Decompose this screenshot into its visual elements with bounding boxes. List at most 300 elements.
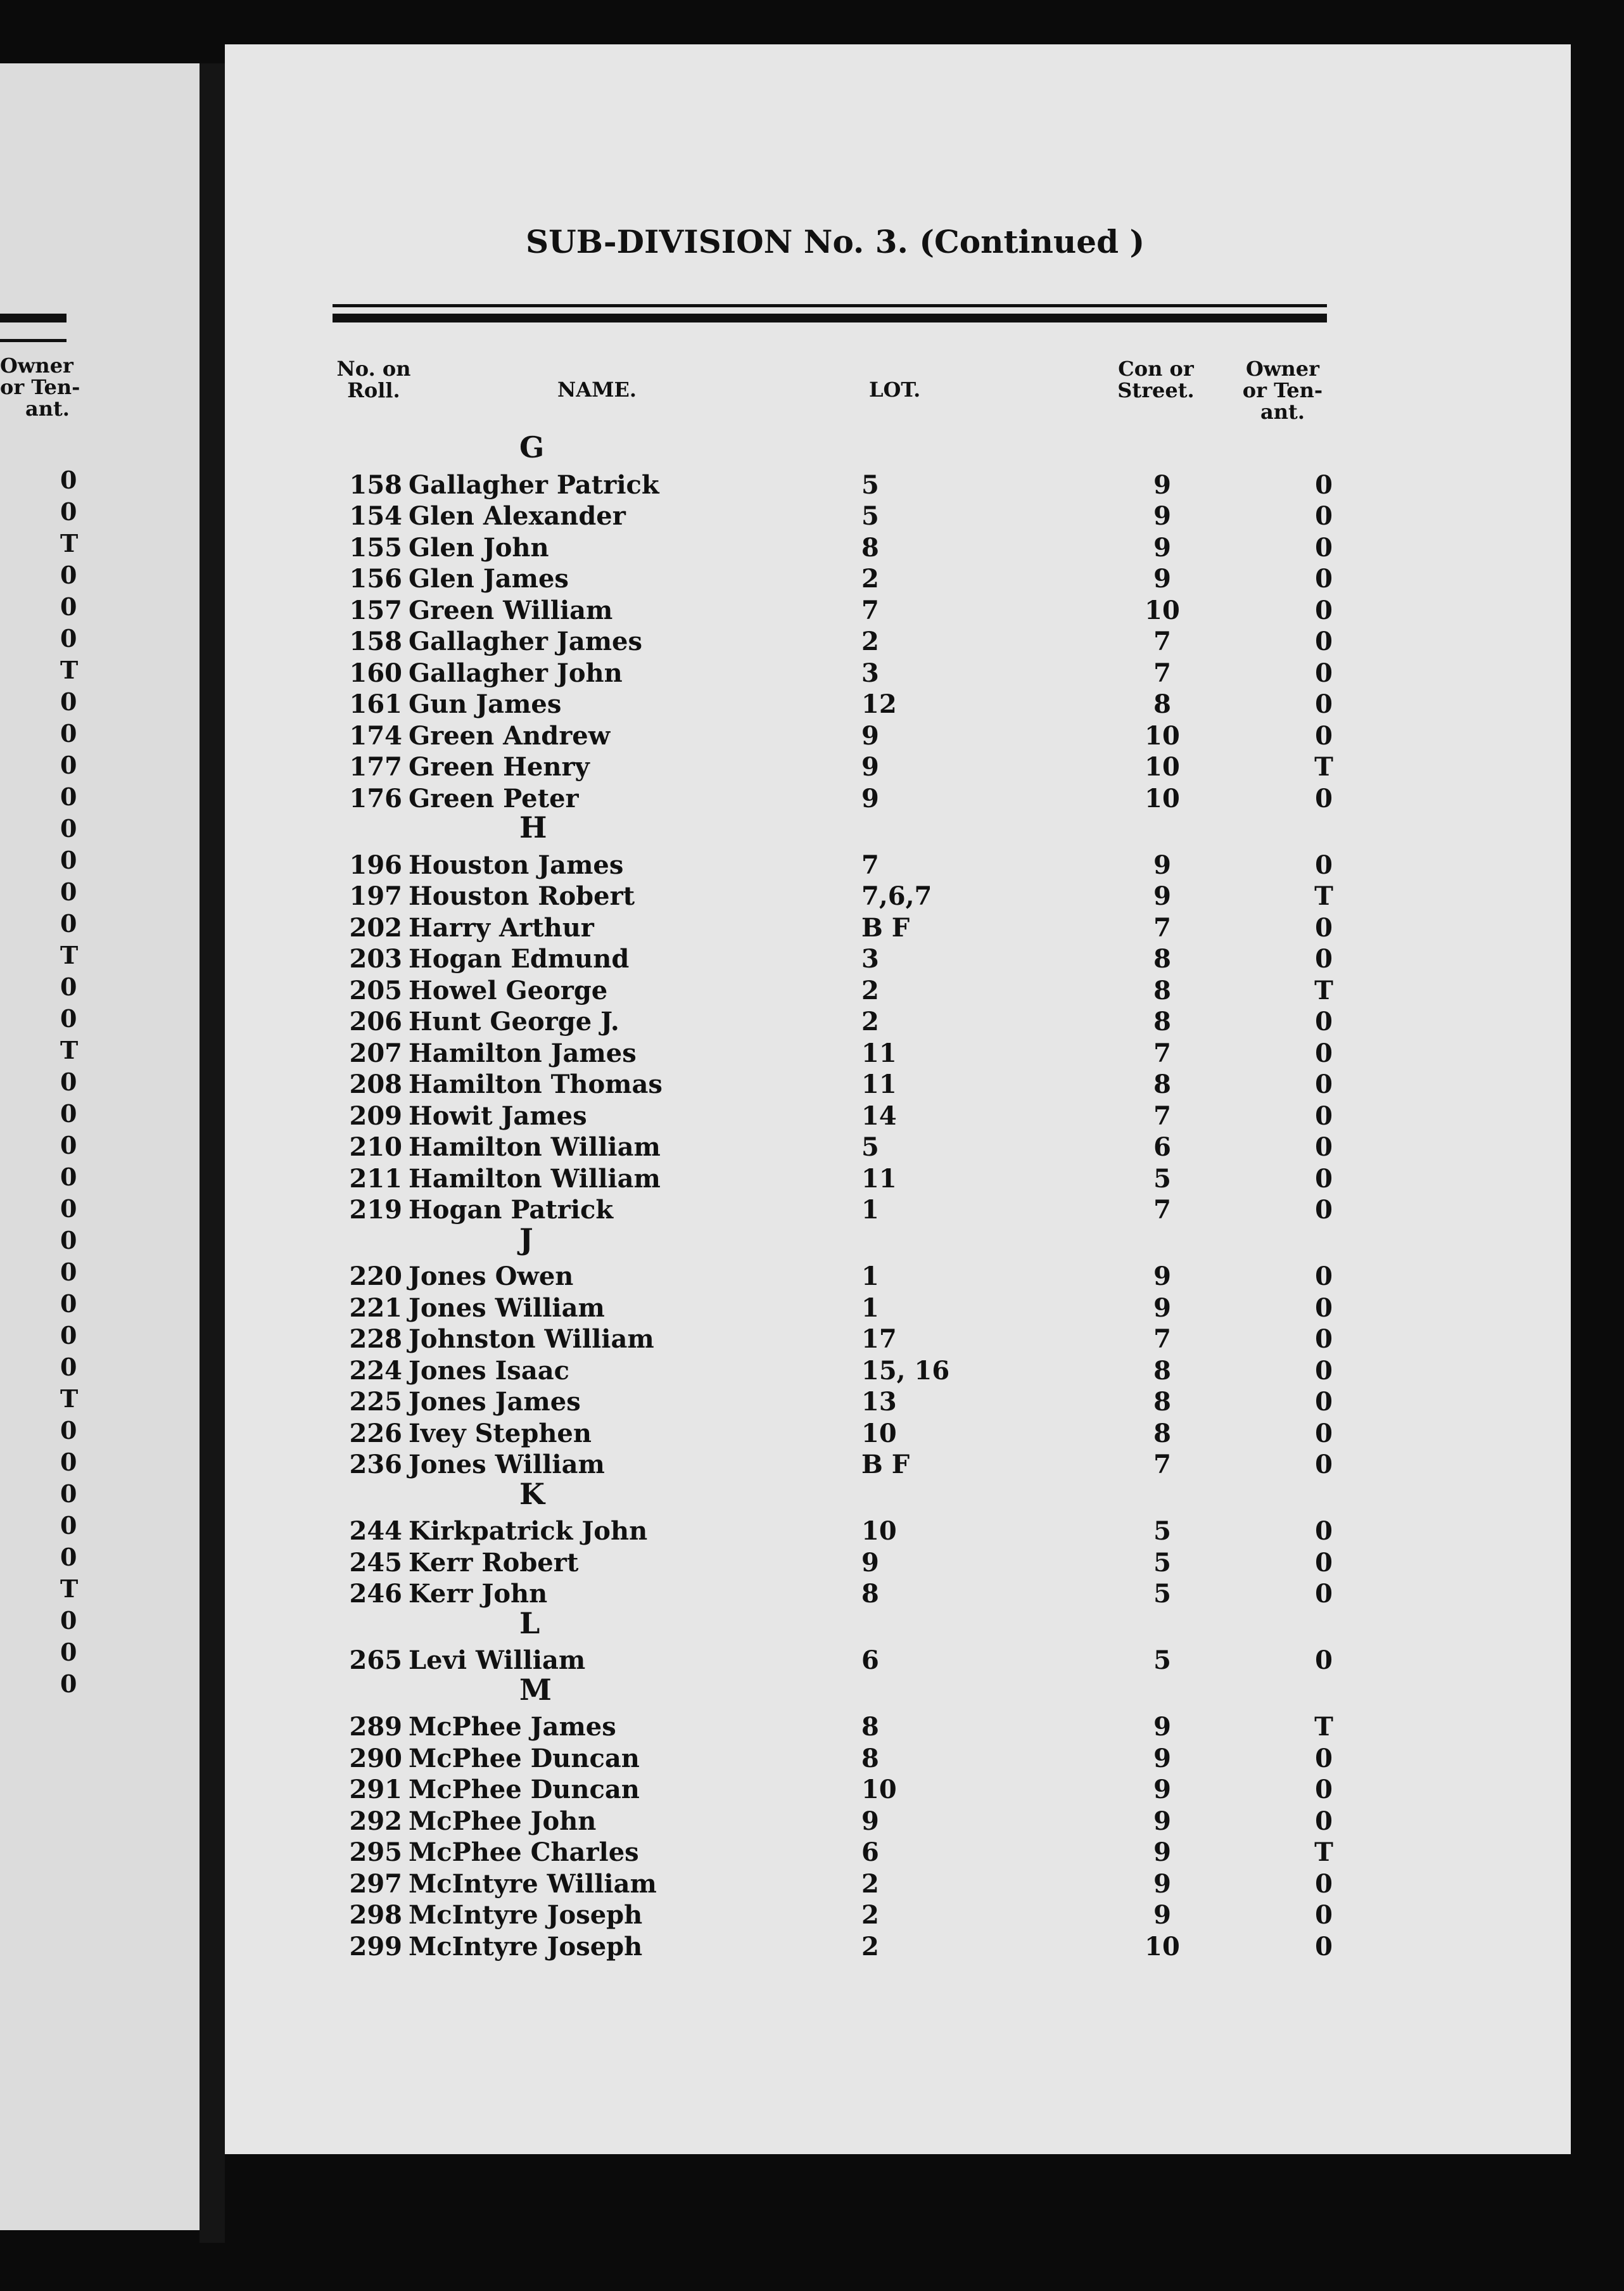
roll-number: 221 bbox=[349, 1292, 402, 1323]
lot-number: 8 bbox=[861, 1712, 879, 1742]
voter-name: Houston James bbox=[409, 850, 624, 880]
table-row bbox=[0, 595, 1624, 627]
left-owner-value: 0 bbox=[60, 687, 77, 716]
roll-number: 202 bbox=[349, 912, 402, 943]
lot-number: 9 bbox=[861, 1547, 879, 1578]
header-lot: LOT. bbox=[869, 378, 921, 402]
owner-or-tenant: 0 bbox=[1315, 1038, 1333, 1068]
left-owner-value: 0 bbox=[60, 909, 77, 938]
lot-number: 6 bbox=[861, 1837, 879, 1867]
owner-or-tenant: 0 bbox=[1315, 1516, 1333, 1546]
roll-number: 205 bbox=[349, 975, 402, 1005]
concession: 9 bbox=[1153, 850, 1171, 880]
owner-or-tenant: 0 bbox=[1315, 627, 1333, 656]
voter-name: McPhee John bbox=[409, 1806, 597, 1836]
table-row bbox=[0, 1355, 1624, 1387]
roll-number: 156 bbox=[349, 564, 402, 594]
owner-or-tenant: 0 bbox=[1315, 1579, 1333, 1609]
lot-number: 9 bbox=[861, 1806, 879, 1836]
left-owner-value: 0 bbox=[60, 814, 77, 843]
left-owner-value: T bbox=[60, 941, 79, 969]
owner-or-tenant: 0 bbox=[1315, 783, 1333, 814]
lot-number: 17 bbox=[861, 1324, 897, 1354]
lot-number: 11 bbox=[861, 1038, 897, 1068]
voter-name: Hamilton Thomas bbox=[409, 1069, 663, 1099]
table-row bbox=[0, 626, 1624, 658]
concession: 5 bbox=[1153, 1163, 1171, 1194]
table-row bbox=[0, 1194, 1624, 1226]
concession: 8 bbox=[1153, 1355, 1171, 1386]
lot-number: 9 bbox=[861, 783, 879, 814]
left-owner-value: 0 bbox=[60, 497, 77, 526]
concession: 8 bbox=[1153, 1418, 1171, 1448]
concession: 8 bbox=[1153, 944, 1171, 974]
left-owner-value: T bbox=[60, 1384, 79, 1413]
concession: 7 bbox=[1153, 1038, 1171, 1068]
roll-number: 226 bbox=[349, 1418, 402, 1448]
table-row bbox=[0, 1837, 1624, 1868]
owner-or-tenant: T bbox=[1314, 1837, 1333, 1867]
header-no-on-roll: No. on Roll. bbox=[336, 357, 411, 402]
voter-name: McIntyre Joseph bbox=[409, 1931, 643, 1962]
left-owner-value: 0 bbox=[60, 466, 77, 494]
lot-number: 3 bbox=[861, 944, 879, 974]
owner-or-tenant: 0 bbox=[1315, 1101, 1333, 1131]
voter-name: Green Henry bbox=[409, 752, 590, 782]
concession: 9 bbox=[1153, 532, 1171, 563]
owner-or-tenant: 0 bbox=[1315, 1069, 1333, 1099]
left-owner-value: 0 bbox=[60, 592, 77, 621]
owner-or-tenant: 0 bbox=[1315, 1645, 1333, 1675]
concession: 7 bbox=[1153, 658, 1171, 688]
concession: 5 bbox=[1153, 1579, 1171, 1609]
table-row bbox=[0, 912, 1624, 944]
left-owner-value: T bbox=[60, 1574, 79, 1603]
owner-or-tenant: 0 bbox=[1315, 720, 1333, 751]
owner-or-tenant: 0 bbox=[1315, 1418, 1333, 1448]
roll-number: 236 bbox=[349, 1450, 402, 1479]
owner-or-tenant: 0 bbox=[1315, 1900, 1333, 1930]
voter-name: Houston Robert bbox=[409, 881, 635, 911]
voter-name: Gallagher John bbox=[409, 658, 623, 688]
table-row bbox=[0, 720, 1624, 752]
lot-number: 2 bbox=[861, 1007, 879, 1037]
owner-or-tenant: 0 bbox=[1315, 912, 1333, 943]
owner-or-tenant: 0 bbox=[1315, 1806, 1333, 1836]
roll-number: 154 bbox=[349, 501, 402, 531]
lot-number: 7 bbox=[861, 595, 879, 625]
owner-or-tenant: 0 bbox=[1315, 1931, 1333, 1962]
roll-number: 291 bbox=[349, 1775, 402, 1804]
left-owner-value: 0 bbox=[60, 561, 77, 589]
voter-name: Green Andrew bbox=[409, 720, 611, 751]
left-owner-header: Owner or Ten- ant. bbox=[0, 354, 80, 421]
table-row bbox=[0, 1931, 1624, 1963]
concession: 8 bbox=[1153, 1007, 1171, 1037]
concession: 9 bbox=[1153, 1292, 1171, 1323]
table-row bbox=[0, 1645, 1624, 1676]
roll-number: 158 bbox=[349, 469, 402, 500]
section-letter: G bbox=[519, 430, 545, 464]
section-letter: H bbox=[519, 810, 547, 845]
left-owner-value: 0 bbox=[60, 719, 77, 748]
table-row bbox=[0, 469, 1624, 501]
voter-name: Kerr John bbox=[409, 1579, 548, 1609]
owner-or-tenant: 0 bbox=[1315, 1261, 1333, 1291]
header-con-or-street: Con or Street. bbox=[1117, 357, 1195, 402]
table-row bbox=[0, 1743, 1624, 1775]
left-owner-value: 0 bbox=[60, 1226, 77, 1254]
voter-name: Glen James bbox=[409, 564, 569, 594]
table-row bbox=[0, 563, 1624, 595]
owner-or-tenant: 0 bbox=[1315, 1450, 1333, 1479]
lot-number: 8 bbox=[861, 1579, 879, 1609]
left-owner-value: 0 bbox=[60, 782, 77, 811]
lot-number: 11 bbox=[861, 1163, 897, 1194]
roll-number: 297 bbox=[349, 1868, 402, 1899]
roll-number: 228 bbox=[349, 1324, 402, 1354]
owner-or-tenant: 0 bbox=[1315, 469, 1333, 500]
lot-number: 13 bbox=[861, 1387, 897, 1417]
voter-name: Glen Alexander bbox=[409, 501, 626, 531]
roll-number: 174 bbox=[349, 720, 402, 751]
voter-name: Ivey Stephen bbox=[409, 1418, 592, 1448]
left-owner-value: 0 bbox=[60, 1194, 77, 1223]
voter-name: Hamilton James bbox=[409, 1038, 637, 1068]
lot-number: 9 bbox=[861, 720, 879, 751]
voter-name: Gallagher Patrick bbox=[409, 469, 659, 500]
left-owner-value: 0 bbox=[60, 1099, 77, 1128]
left-page-rule-thin bbox=[0, 339, 67, 342]
left-owner-value: 0 bbox=[60, 1606, 77, 1635]
lot-number: 12 bbox=[861, 689, 897, 719]
left-page-rule-thick bbox=[0, 314, 67, 322]
concession: 9 bbox=[1153, 1743, 1171, 1773]
table-row bbox=[0, 1578, 1624, 1610]
owner-or-tenant: 0 bbox=[1315, 1355, 1333, 1386]
left-owner-value: 0 bbox=[60, 1511, 77, 1540]
concession: 10 bbox=[1145, 720, 1180, 751]
roll-number: 220 bbox=[349, 1261, 402, 1291]
table-row bbox=[0, 1163, 1624, 1195]
left-owner-value: 0 bbox=[60, 1669, 77, 1698]
table-row bbox=[0, 1547, 1624, 1579]
lot-number: 7,6,7 bbox=[861, 881, 932, 911]
roll-number: 206 bbox=[349, 1007, 402, 1037]
left-owner-value: 0 bbox=[60, 1289, 77, 1318]
table-row bbox=[0, 1261, 1624, 1292]
table-row bbox=[0, 1418, 1624, 1450]
concession: 10 bbox=[1145, 783, 1180, 814]
concession: 9 bbox=[1153, 501, 1171, 531]
lot-number: 8 bbox=[861, 532, 879, 563]
table-row bbox=[0, 658, 1624, 689]
table-row bbox=[0, 1101, 1624, 1132]
table-row bbox=[0, 751, 1624, 783]
concession: 9 bbox=[1153, 564, 1171, 594]
concession: 10 bbox=[1145, 595, 1180, 625]
concession: 10 bbox=[1145, 1931, 1180, 1962]
table-row bbox=[0, 943, 1624, 975]
voter-name: Hamilton William bbox=[409, 1163, 661, 1194]
lot-number: 2 bbox=[861, 564, 879, 594]
lot-number: 1 bbox=[861, 1261, 879, 1291]
voter-name: Gallagher James bbox=[409, 627, 643, 656]
concession: 9 bbox=[1153, 1261, 1171, 1291]
voter-name: Jones James bbox=[409, 1387, 581, 1417]
lot-number: 15, 16 bbox=[861, 1355, 950, 1386]
lot-number: 10 bbox=[861, 1775, 897, 1804]
page-title: SUB-DIVISION No. 3. (Continued ) bbox=[526, 223, 1145, 260]
lot-number: 11 bbox=[861, 1069, 897, 1099]
concession: 8 bbox=[1153, 689, 1171, 719]
voter-name: Howel George bbox=[409, 975, 608, 1005]
left-owner-value: 0 bbox=[60, 1131, 77, 1159]
table-row bbox=[0, 1806, 1624, 1837]
left-owner-value: 0 bbox=[60, 846, 77, 874]
roll-number: 219 bbox=[349, 1195, 402, 1225]
voter-name: Hogan Patrick bbox=[409, 1195, 614, 1225]
voter-name: Kerr Robert bbox=[409, 1547, 579, 1578]
concession: 9 bbox=[1153, 1837, 1171, 1867]
owner-or-tenant: 0 bbox=[1315, 1775, 1333, 1804]
concession: 7 bbox=[1153, 1195, 1171, 1225]
table-row bbox=[0, 1292, 1624, 1324]
voter-name: McIntyre Joseph bbox=[409, 1900, 643, 1930]
lot-number: 2 bbox=[861, 1900, 879, 1930]
roll-number: 160 bbox=[349, 658, 402, 688]
roll-number: 197 bbox=[349, 881, 402, 911]
table-row bbox=[0, 1711, 1624, 1743]
lot-number: 5 bbox=[861, 501, 879, 531]
voter-name: McPhee Charles bbox=[409, 1837, 639, 1867]
section-letter: K bbox=[519, 1476, 545, 1511]
voter-name: Johnston William bbox=[409, 1324, 654, 1354]
concession: 7 bbox=[1153, 1101, 1171, 1131]
voter-name: Hamilton William bbox=[409, 1132, 661, 1162]
owner-or-tenant: 0 bbox=[1315, 1547, 1333, 1578]
lot-number: B F bbox=[861, 1450, 910, 1479]
voter-name: McPhee Duncan bbox=[409, 1775, 640, 1804]
voter-name: McIntyre William bbox=[409, 1868, 657, 1899]
roll-number: 207 bbox=[349, 1038, 402, 1068]
voter-name: McPhee James bbox=[409, 1712, 616, 1742]
owner-or-tenant: 0 bbox=[1315, 944, 1333, 974]
roll-number: 158 bbox=[349, 627, 402, 656]
concession: 7 bbox=[1153, 1324, 1171, 1354]
concession: 9 bbox=[1153, 1712, 1171, 1742]
header-name: NAME. bbox=[557, 378, 637, 402]
roll-number: 295 bbox=[349, 1837, 402, 1867]
owner-or-tenant: 0 bbox=[1315, 595, 1333, 625]
owner-or-tenant: T bbox=[1314, 1712, 1333, 1742]
left-owner-value: 0 bbox=[60, 1448, 77, 1476]
concession: 9 bbox=[1153, 1775, 1171, 1804]
concession: 10 bbox=[1145, 752, 1180, 782]
lot-number: 2 bbox=[861, 1931, 879, 1962]
concession: 9 bbox=[1153, 469, 1171, 500]
owner-or-tenant: 0 bbox=[1315, 1007, 1333, 1037]
voter-name: Green Peter bbox=[409, 783, 579, 814]
title-rule-thick bbox=[333, 314, 1327, 322]
concession: 8 bbox=[1153, 975, 1171, 1005]
roll-number: 176 bbox=[349, 783, 402, 814]
lot-number: 3 bbox=[861, 658, 879, 688]
left-owner-value: 0 bbox=[60, 1353, 77, 1381]
roll-number: 203 bbox=[349, 944, 402, 974]
left-owner-value: 0 bbox=[60, 1479, 77, 1508]
table-row bbox=[0, 1069, 1624, 1101]
table-row bbox=[0, 1038, 1624, 1069]
left-owner-value: 0 bbox=[60, 1321, 77, 1350]
concession: 9 bbox=[1153, 881, 1171, 911]
roll-number: 208 bbox=[349, 1069, 402, 1099]
concession: 5 bbox=[1153, 1516, 1171, 1546]
header-owner-or-tenant: Owner or Ten- ant. bbox=[1242, 357, 1323, 424]
roll-number: 244 bbox=[349, 1516, 402, 1546]
voter-name: Harry Arthur bbox=[409, 912, 594, 943]
voter-name: Jones Isaac bbox=[409, 1355, 570, 1386]
left-owner-value: 0 bbox=[60, 877, 77, 906]
concession: 9 bbox=[1153, 1900, 1171, 1930]
left-owner-value: 0 bbox=[60, 1543, 77, 1571]
concession: 9 bbox=[1153, 1806, 1171, 1836]
roll-number: 246 bbox=[349, 1579, 402, 1609]
left-owner-value: 0 bbox=[60, 751, 77, 779]
section-letter: L bbox=[519, 1605, 540, 1640]
roll-number: 177 bbox=[349, 752, 402, 782]
roll-number: 245 bbox=[349, 1547, 402, 1578]
owner-or-tenant: 0 bbox=[1315, 1292, 1333, 1323]
table-row bbox=[0, 1899, 1624, 1931]
lot-number: 14 bbox=[861, 1101, 897, 1131]
lot-number: 10 bbox=[861, 1516, 897, 1546]
concession: 9 bbox=[1153, 1868, 1171, 1899]
left-owner-value: 0 bbox=[60, 973, 77, 1001]
concession: 7 bbox=[1153, 627, 1171, 656]
owner-or-tenant: 0 bbox=[1315, 1132, 1333, 1162]
voter-name: Glen John bbox=[409, 532, 549, 563]
lot-number: B F bbox=[861, 912, 910, 943]
lot-number: 7 bbox=[861, 850, 879, 880]
roll-number: 155 bbox=[349, 532, 402, 563]
table-row bbox=[0, 975, 1624, 1007]
voter-name: Jones William bbox=[409, 1450, 605, 1479]
table-row bbox=[0, 1006, 1624, 1038]
owner-or-tenant: 0 bbox=[1315, 501, 1333, 531]
voter-name: Jones William bbox=[409, 1292, 605, 1323]
section-letter: M bbox=[519, 1672, 552, 1707]
lot-number: 8 bbox=[861, 1743, 879, 1773]
table-row bbox=[0, 1132, 1624, 1163]
voter-name: Kirkpatrick John bbox=[409, 1516, 648, 1546]
table-row bbox=[0, 501, 1624, 532]
owner-or-tenant: 0 bbox=[1315, 1324, 1333, 1354]
table-row bbox=[0, 1449, 1624, 1481]
left-owner-value: 0 bbox=[60, 624, 77, 653]
concession: 5 bbox=[1153, 1645, 1171, 1675]
owner-or-tenant: 0 bbox=[1315, 1743, 1333, 1773]
owner-or-tenant: T bbox=[1314, 975, 1333, 1005]
table-row bbox=[0, 532, 1624, 564]
lot-number: 2 bbox=[861, 1868, 879, 1899]
left-owner-value: T bbox=[60, 1036, 79, 1064]
owner-or-tenant: T bbox=[1314, 881, 1333, 911]
left-owner-value: 0 bbox=[60, 1258, 77, 1286]
roll-number: 209 bbox=[349, 1101, 402, 1131]
left-owner-value: 0 bbox=[60, 1416, 77, 1445]
roll-number: 157 bbox=[349, 595, 402, 625]
table-row bbox=[0, 1516, 1624, 1547]
voter-name: Hunt George J. bbox=[409, 1007, 619, 1037]
left-owner-value: 0 bbox=[60, 1163, 77, 1191]
owner-or-tenant: T bbox=[1314, 752, 1333, 782]
owner-or-tenant: 0 bbox=[1315, 1163, 1333, 1194]
left-owner-value: 0 bbox=[60, 1068, 77, 1096]
left-owner-value: 0 bbox=[60, 1638, 77, 1666]
owner-or-tenant: 0 bbox=[1315, 564, 1333, 594]
roll-number: 196 bbox=[349, 850, 402, 880]
owner-or-tenant: 0 bbox=[1315, 1387, 1333, 1417]
lot-number: 2 bbox=[861, 627, 879, 656]
lot-number: 1 bbox=[861, 1195, 879, 1225]
table-row bbox=[0, 1774, 1624, 1806]
voter-name: Hogan Edmund bbox=[409, 944, 630, 974]
concession: 7 bbox=[1153, 1450, 1171, 1479]
lot-number: 1 bbox=[861, 1292, 879, 1323]
table-row bbox=[0, 689, 1624, 720]
left-owner-value: T bbox=[60, 656, 79, 684]
lot-number: 6 bbox=[861, 1645, 879, 1675]
owner-or-tenant: 0 bbox=[1315, 689, 1333, 719]
roll-number: 298 bbox=[349, 1900, 402, 1930]
roll-number: 211 bbox=[349, 1163, 402, 1194]
roll-number: 224 bbox=[349, 1355, 402, 1386]
owner-or-tenant: 0 bbox=[1315, 1195, 1333, 1225]
left-owner-value: 0 bbox=[60, 1004, 77, 1033]
title-rule-thin bbox=[333, 304, 1327, 307]
lot-number: 9 bbox=[861, 752, 879, 782]
lot-number: 5 bbox=[861, 469, 879, 500]
lot-number: 2 bbox=[861, 975, 879, 1005]
lot-number: 5 bbox=[861, 1132, 879, 1162]
table-row bbox=[0, 881, 1624, 912]
table-row bbox=[0, 1868, 1624, 1900]
roll-number: 225 bbox=[349, 1387, 402, 1417]
section-letter: J bbox=[519, 1222, 533, 1256]
voter-name: McPhee Duncan bbox=[409, 1743, 640, 1773]
roll-number: 290 bbox=[349, 1743, 402, 1773]
owner-or-tenant: 0 bbox=[1315, 1868, 1333, 1899]
voter-name: Jones Owen bbox=[409, 1261, 574, 1291]
voter-name: Green William bbox=[409, 595, 613, 625]
voter-name: Howit James bbox=[409, 1101, 587, 1131]
roll-number: 289 bbox=[349, 1712, 402, 1742]
concession: 8 bbox=[1153, 1387, 1171, 1417]
concession: 7 bbox=[1153, 912, 1171, 943]
roll-number: 161 bbox=[349, 689, 402, 719]
roll-number: 210 bbox=[349, 1132, 402, 1162]
left-owner-value: T bbox=[60, 529, 79, 558]
table-row bbox=[0, 850, 1624, 881]
roll-number: 265 bbox=[349, 1645, 402, 1675]
table-row bbox=[0, 1324, 1624, 1355]
lot-number: 10 bbox=[861, 1418, 897, 1448]
roll-number: 292 bbox=[349, 1806, 402, 1836]
owner-or-tenant: 0 bbox=[1315, 850, 1333, 880]
table-row bbox=[0, 783, 1624, 815]
owner-or-tenant: 0 bbox=[1315, 532, 1333, 563]
